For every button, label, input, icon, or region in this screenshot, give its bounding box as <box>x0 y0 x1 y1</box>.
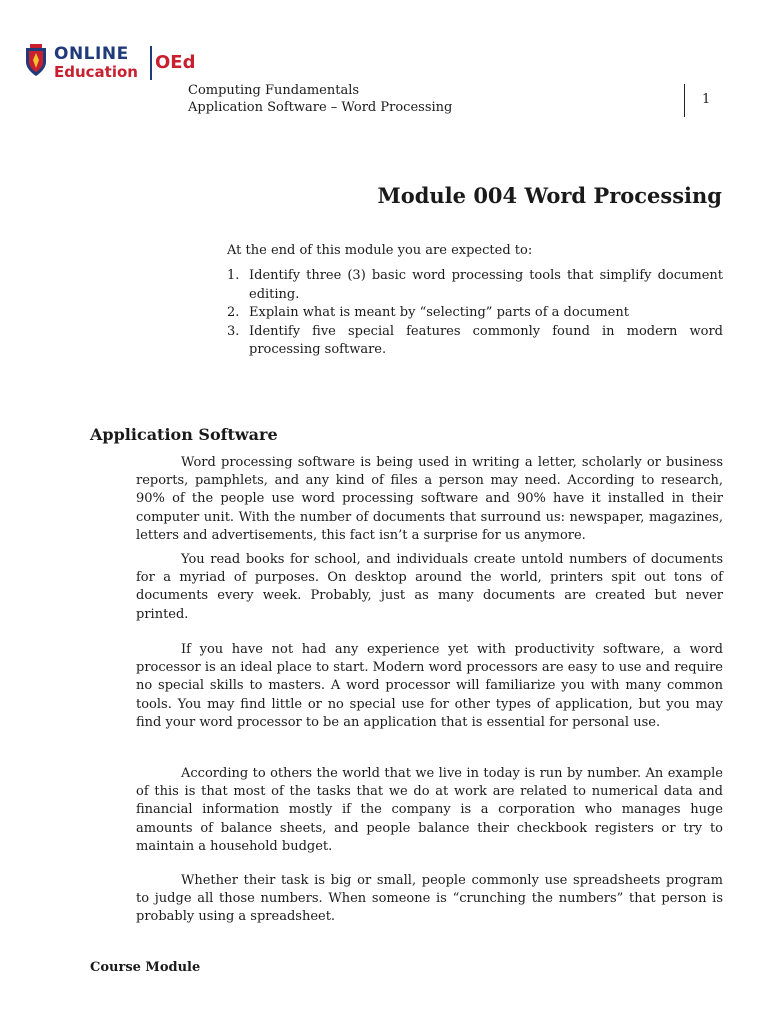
shield-crest-icon <box>24 44 48 78</box>
body-paragraph: If you have not had any experience yet with productivity software, a word processor is an ideal place to start. Modern word processors are easy to use and require no special skills to masters. A word processor will familiarize you with many common tools. You may find little or no special use for other types of application, but you may find your word processor to be an application that is essential for personal use. <box>136 642 723 730</box>
online-education-logo <box>24 44 196 84</box>
objective-item <box>227 323 723 360</box>
header-subject: Application Software – Word Processing <box>188 100 453 115</box>
page-number: 1 <box>702 92 711 107</box>
page-footer: Course Module <box>90 960 201 975</box>
module-title: Module 004 Word Processing <box>377 183 722 208</box>
objective-number: 1. <box>227 268 240 283</box>
logo-divider <box>150 46 152 80</box>
body-paragraph: You read books for school, and individuals create untold numbers of documents for a myriad of purposes. On desktop around the world, printers spit out tons of documents every week. Probably, just as many documents are created but never printed. <box>136 552 723 622</box>
objective-number: 3. <box>227 323 240 339</box>
body-paragraph: According to others the world that we live in today is run by number. An example of this is that most of the tasks that we do at work are related to numerical data and financial information mostly if the company is a corporation who manages huge amounts of balance sheets, and people balance their checkbook registers or try to maintain a household budget. <box>136 766 723 854</box>
objectives-intro: At the end of this module you are expected to: <box>227 243 533 258</box>
page-header <box>188 82 452 116</box>
objective-text: Identify three (3) basic word processing tools that simplify document editing. <box>249 268 723 302</box>
objective-item <box>227 304 723 323</box>
logo-oed-text: OEd <box>155 52 196 73</box>
body-paragraph: Word processing software is being used in writing a letter, scholarly or business reports, pamphlets, and any kind of files a person may need. According to research, 90% of the people use word processing software and 90% have it installed in their computer unit. With the number of documents that surround us: newspaper, magazines, letters and advertisements, this fact isn’t a surprise for us anymore. <box>136 455 723 543</box>
section-title: Application Software <box>90 425 278 444</box>
logo-education-text: Education <box>54 63 138 81</box>
objective-item <box>227 267 723 304</box>
objectives-list <box>227 267 723 360</box>
objective-text: Identify five special features commonly found in modern word processing software. <box>249 323 723 357</box>
body-paragraph: Whether their task is big or small, people commonly use spreadsheets program to judge all those numbers. When someone is “crunching the numbers” that person is probably using a spreadsheet. <box>136 873 723 925</box>
header-divider <box>684 84 685 117</box>
logo-online-text: ONLINE <box>54 44 129 64</box>
objective-number: 2. <box>227 305 240 320</box>
objective-text: Explain what is meant by “selecting” parts of a document <box>249 305 629 320</box>
header-course: Computing Fundamentals <box>188 83 360 98</box>
